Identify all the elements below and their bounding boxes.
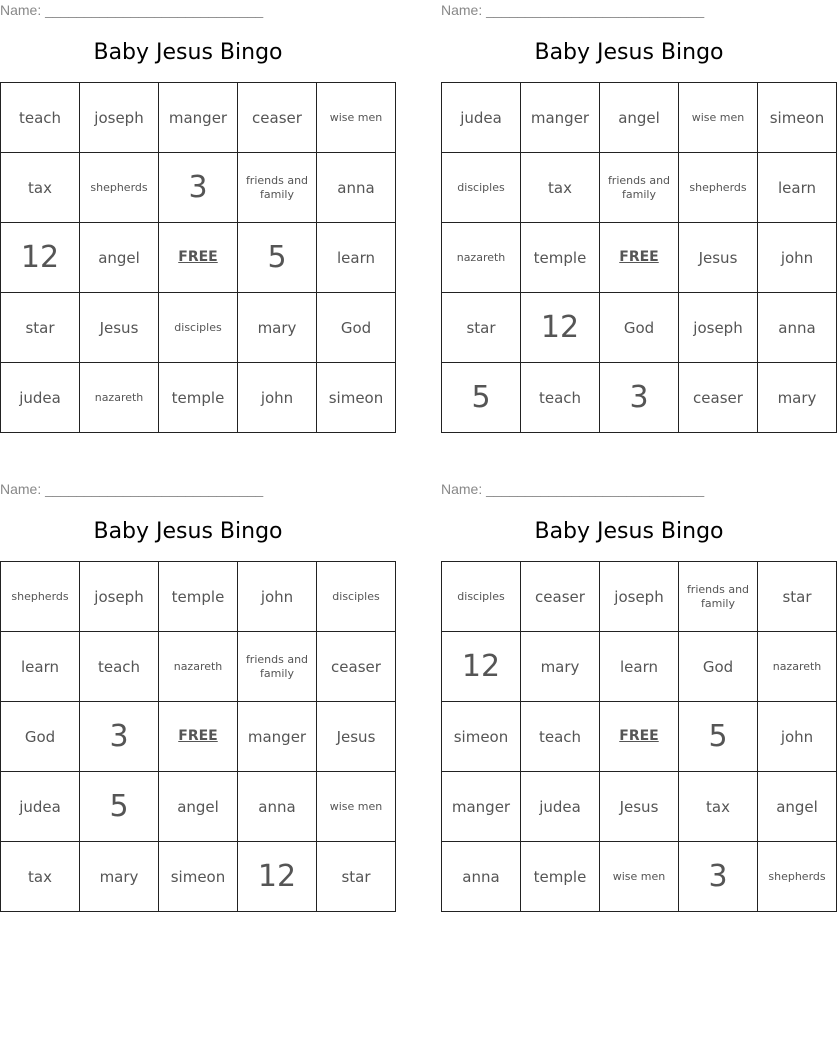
free-space-cell: FREE	[159, 702, 238, 772]
bingo-cell: temple	[159, 363, 238, 433]
bingo-cell: angel	[600, 83, 679, 153]
bingo-cell: learn	[758, 153, 837, 223]
bingo-card-3	[0, 479, 383, 919]
bingo-row	[442, 842, 837, 912]
bingo-cell: tax	[679, 772, 758, 842]
bingo-cell: friends and family	[238, 153, 317, 223]
bingo-row	[442, 223, 837, 293]
bingo-cell: 3	[679, 842, 758, 912]
bingo-cell: manger	[238, 702, 317, 772]
bingo-grid	[0, 561, 396, 912]
bingo-row	[1, 153, 396, 223]
bingo-cell: learn	[317, 223, 396, 293]
name-field[interactable]: Name: ____________________________	[441, 481, 705, 497]
bingo-cell: john	[238, 363, 317, 433]
bingo-cell: nazareth	[159, 632, 238, 702]
bingo-row	[1, 702, 396, 772]
bingo-cell: john	[758, 223, 837, 293]
bingo-cell: temple	[159, 562, 238, 632]
card-title: Baby Jesus Bingo	[93, 40, 283, 65]
bingo-row	[1, 842, 396, 912]
bingo-cell: star	[1, 293, 80, 363]
bingo-row	[442, 632, 837, 702]
bingo-row	[1, 562, 396, 632]
bingo-cell: simeon	[442, 702, 521, 772]
bingo-cell: disciples	[442, 153, 521, 223]
bingo-cell: wise men	[600, 842, 679, 912]
bingo-cell: friends and family	[600, 153, 679, 223]
free-space-cell: FREE	[600, 223, 679, 293]
card-title: Baby Jesus Bingo	[534, 519, 724, 544]
bingo-cell: judea	[521, 772, 600, 842]
bingo-row	[1, 632, 396, 702]
bingo-cell: learn	[1, 632, 80, 702]
bingo-cell: 3	[600, 363, 679, 433]
bingo-cell: tax	[521, 153, 600, 223]
free-space-cell: FREE	[159, 223, 238, 293]
bingo-row	[1, 83, 396, 153]
bingo-cell: disciples	[442, 562, 521, 632]
bingo-cell: anna	[238, 772, 317, 842]
name-field[interactable]: Name: ____________________________	[0, 2, 264, 18]
bingo-row	[1, 223, 396, 293]
bingo-cell: wise men	[317, 772, 396, 842]
bingo-cell: judea	[442, 83, 521, 153]
bingo-cell: disciples	[159, 293, 238, 363]
bingo-cell: 5	[238, 223, 317, 293]
bingo-cell: shepherds	[80, 153, 159, 223]
bingo-cell: temple	[521, 842, 600, 912]
bingo-cell: manger	[521, 83, 600, 153]
bingo-cell: Jesus	[80, 293, 159, 363]
bingo-card-2	[441, 0, 825, 440]
bingo-cell: joseph	[600, 562, 679, 632]
bingo-cell: nazareth	[442, 223, 521, 293]
bingo-cell: mary	[521, 632, 600, 702]
bingo-cell: Jesus	[679, 223, 758, 293]
bingo-grid	[441, 82, 837, 433]
bingo-cell: star	[442, 293, 521, 363]
bingo-cell: ceaser	[317, 632, 396, 702]
bingo-cell: teach	[1, 83, 80, 153]
bingo-cell: john	[238, 562, 317, 632]
bingo-cell: joseph	[80, 562, 159, 632]
bingo-row	[1, 772, 396, 842]
bingo-cell: manger	[442, 772, 521, 842]
bingo-cell: teach	[521, 702, 600, 772]
bingo-cell: anna	[317, 153, 396, 223]
bingo-cell: disciples	[317, 562, 396, 632]
bingo-cell: angel	[758, 772, 837, 842]
bingo-cell: simeon	[317, 363, 396, 433]
bingo-cell: God	[679, 632, 758, 702]
bingo-cell: angel	[80, 223, 159, 293]
bingo-cell: john	[758, 702, 837, 772]
bingo-cell: nazareth	[80, 363, 159, 433]
bingo-cell: temple	[521, 223, 600, 293]
bingo-cell: shepherds	[758, 842, 837, 912]
bingo-cell: God	[317, 293, 396, 363]
bingo-cell: 12	[442, 632, 521, 702]
bingo-cell: friends and family	[679, 562, 758, 632]
bingo-cell: 12	[521, 293, 600, 363]
bingo-cell: Jesus	[600, 772, 679, 842]
bingo-grid	[0, 82, 396, 433]
bingo-cell: God	[600, 293, 679, 363]
bingo-cell: joseph	[679, 293, 758, 363]
bingo-cell: 3	[159, 153, 238, 223]
bingo-row	[442, 562, 837, 632]
bingo-cell: simeon	[159, 842, 238, 912]
bingo-cell: judea	[1, 363, 80, 433]
bingo-cell: tax	[1, 153, 80, 223]
bingo-cell: 5	[80, 772, 159, 842]
free-space-cell: FREE	[600, 702, 679, 772]
bingo-card-1	[0, 0, 384, 440]
bingo-row	[442, 772, 837, 842]
bingo-cell: anna	[758, 293, 837, 363]
bingo-grid	[441, 561, 837, 912]
bingo-cell: mary	[238, 293, 317, 363]
bingo-cell: judea	[1, 772, 80, 842]
bingo-cell: manger	[159, 83, 238, 153]
bingo-cell: teach	[80, 632, 159, 702]
bingo-row	[442, 153, 837, 223]
bingo-row	[442, 83, 837, 153]
bingo-cell: nazareth	[758, 632, 837, 702]
bingo-cell: wise men	[317, 83, 396, 153]
bingo-cell: learn	[600, 632, 679, 702]
bingo-row	[442, 363, 837, 433]
bingo-cell: mary	[758, 363, 837, 433]
bingo-cell: shepherds	[1, 562, 80, 632]
bingo-cell: anna	[442, 842, 521, 912]
bingo-cell: star	[317, 842, 396, 912]
bingo-cell: 12	[1, 223, 80, 293]
bingo-cell: star	[758, 562, 837, 632]
bingo-cell: ceaser	[521, 562, 600, 632]
bingo-cell: 5	[442, 363, 521, 433]
bingo-cell: mary	[80, 842, 159, 912]
bingo-cell: shepherds	[679, 153, 758, 223]
bingo-cell: joseph	[80, 83, 159, 153]
bingo-cell: ceaser	[238, 83, 317, 153]
bingo-cell: 3	[80, 702, 159, 772]
card-title: Baby Jesus Bingo	[93, 519, 283, 544]
bingo-cell: 12	[238, 842, 317, 912]
bingo-cell: tax	[1, 842, 80, 912]
name-field[interactable]: Name: ____________________________	[441, 2, 705, 18]
bingo-row	[442, 702, 837, 772]
bingo-cell: 5	[679, 702, 758, 772]
bingo-cell: teach	[521, 363, 600, 433]
bingo-cell: wise men	[679, 83, 758, 153]
bingo-row	[442, 293, 837, 363]
bingo-cell: angel	[159, 772, 238, 842]
bingo-cell: ceaser	[679, 363, 758, 433]
bingo-row	[1, 293, 396, 363]
bingo-cell: simeon	[758, 83, 837, 153]
bingo-row	[1, 363, 396, 433]
bingo-cell: friends and family	[238, 632, 317, 702]
name-field[interactable]: Name: ____________________________	[0, 481, 264, 497]
bingo-cell: God	[1, 702, 80, 772]
bingo-card-4	[441, 479, 826, 919]
card-title: Baby Jesus Bingo	[534, 40, 724, 65]
bingo-cell: Jesus	[317, 702, 396, 772]
